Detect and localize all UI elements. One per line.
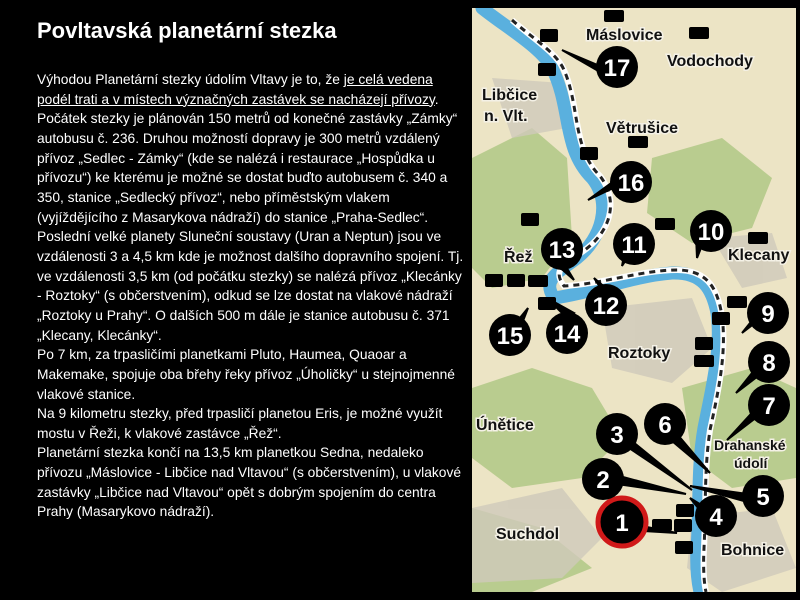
trail-marker-12[interactable] (585, 284, 627, 326)
paragraph-start: Počátek stezky je plánován 150 metrů od konečné zastávky „Zámky“ autobusu č. 236. Druhou možností dopravy je 300 metrů vzdálený přívoz „Sedlec - Zámky“ (kde se nalézá i restaurace „Hospůdka u přívozu“) ke kterému je možné se dostat buďto autobusem č. 340 a 350, stanice „Sedlecký přívoz“, nebo příměstským vlakem (vyjíždějícího z Masarykova nádraží) do stanice „Praha-Sedlec“. (37, 111, 458, 225)
place-drahanske-udoli-2: údolí (734, 455, 768, 471)
trail-marker-6-label: 6 (658, 412, 672, 439)
trail-marker-7[interactable] (748, 384, 790, 426)
ferry-icon[interactable] (507, 274, 525, 287)
place-klecany: Klecany (728, 247, 790, 264)
place-libcice: Libčice (482, 87, 538, 104)
bus-icon[interactable] (652, 519, 672, 533)
trail-marker-2[interactable] (582, 458, 624, 500)
trail-marker-16-label: 16 (617, 170, 645, 197)
ferry-icon[interactable] (674, 519, 692, 532)
trail-marker-4[interactable] (695, 495, 737, 537)
intro-text: Výhodou Planetární stezky údolím Vltavy je to, že (37, 72, 344, 87)
bus-icon[interactable] (628, 136, 648, 150)
ferry-icon[interactable] (712, 312, 730, 325)
trail-marker-2-label: 2 (596, 467, 610, 494)
trail-marker-5-label: 5 (756, 484, 770, 511)
trail-marker-9-label: 9 (761, 301, 775, 328)
trail-marker-13[interactable] (541, 228, 583, 270)
trail-marker-4-label: 4 (709, 504, 723, 531)
trail-marker-3[interactable] (596, 413, 638, 455)
place-unetice: Únětice (476, 417, 534, 434)
place-vodochody: Vodochody (667, 53, 753, 70)
trail-marker-12-label: 12 (592, 293, 620, 320)
place-bohnice: Bohnice (721, 542, 785, 559)
trail-map (472, 8, 796, 592)
place-roztoky: Roztoky (608, 345, 671, 362)
bus-icon[interactable] (655, 218, 675, 232)
bus-icon[interactable] (604, 10, 624, 24)
place-maslovice: Máslovice (586, 27, 663, 44)
bus-icon[interactable] (528, 275, 548, 289)
paragraph-intro (37, 70, 469, 109)
paragraph-uran-neptun: Poslední velké planety Sluneční soustavy (Uran a Neptun) jsou ve vzdálenosti 3 a 4,5 km kde je možnost dalšího dopravního spojení. Tj. ve vzdálenosti 3,5 km (od počátku stezky) se nalézá přívoz „Klecánky - Roztoky“ (s občerstvením), odkud se lze dostat na vlakové nádraží „Roztoky u Prahy“. O dalších 500 m dále je stanice autobusu č. 371 „Klecany, Klecánky“. (37, 229, 464, 343)
paragraph-9km: Na 9 kilometru stezky, před trpasličí planetou Eris, je možné využít mostu v Řeži, k vlakové zastávce „Řež“. (37, 406, 443, 441)
trail-marker-1[interactable] (598, 498, 646, 546)
place-drahanske-udoli: Drahanské (714, 437, 786, 453)
trail-marker-11[interactable] (613, 223, 655, 265)
slide-body (37, 70, 469, 522)
trail-marker-8[interactable] (748, 341, 790, 383)
slide-title: Povltavská planetární stezka (37, 18, 337, 43)
place-rez: Řež (504, 249, 533, 266)
trail-marker-5[interactable] (742, 475, 784, 517)
paragraph-end: Planetární stezka končí na 13,5 km planetkou Sedna, nedaleko přívozu „Máslovice - Libčice nad Vltavou“ (s občerstvením), u vlakové zastávky „Libčice nad Vltavou“ opět s dobrým spojením do centra Prahy (Masarykovo nádraží). (37, 445, 462, 520)
trail-marker-10-label: 10 (697, 219, 725, 246)
trail-marker-6[interactable] (644, 403, 686, 445)
paragraph-7km: Po 7 km, za trpasličími planetkami Pluto, Haumea, Quaoar a Makemake, spojuje oba břehy řeky přívoz „Úholičky“ u stejnojmenné vlakové stanice. (37, 347, 455, 402)
trail-marker-17-label: 17 (603, 55, 631, 82)
trail-marker-1-label: 1 (615, 510, 629, 537)
trail-marker-3-label: 3 (610, 422, 624, 449)
trail-marker-8-label: 8 (762, 350, 776, 377)
place-vetrusice: Větrušice (606, 120, 679, 137)
trail-marker-15-label: 15 (496, 323, 524, 350)
trail-marker-16[interactable] (610, 161, 652, 203)
intro-underlined-text: je celá vedena podél trati a v místech význačných zastávek se nacházejí přívozy (37, 72, 435, 107)
place-suchdol: Suchdol (496, 526, 560, 543)
trail-marker-14-label: 14 (553, 321, 581, 348)
bus-icon[interactable] (694, 355, 714, 369)
trail-marker-10[interactable] (690, 210, 732, 252)
trail-marker-17[interactable] (596, 46, 638, 88)
bus-icon[interactable] (748, 232, 768, 246)
bus-icon[interactable] (689, 27, 709, 41)
ferry-icon[interactable] (540, 29, 558, 42)
trail-marker-15[interactable] (489, 314, 531, 356)
trail-marker-9[interactable] (747, 292, 789, 334)
trail-marker-7-label: 7 (762, 393, 776, 420)
trail-marker-11-label: 11 (621, 232, 647, 259)
bus-icon[interactable] (727, 296, 747, 310)
place-libcice-nvlt: n. Vlt. (484, 108, 528, 125)
trail-marker-13-label: 13 (548, 237, 576, 264)
intro-period: . (434, 91, 439, 107)
trail-marker-14[interactable] (546, 312, 588, 354)
